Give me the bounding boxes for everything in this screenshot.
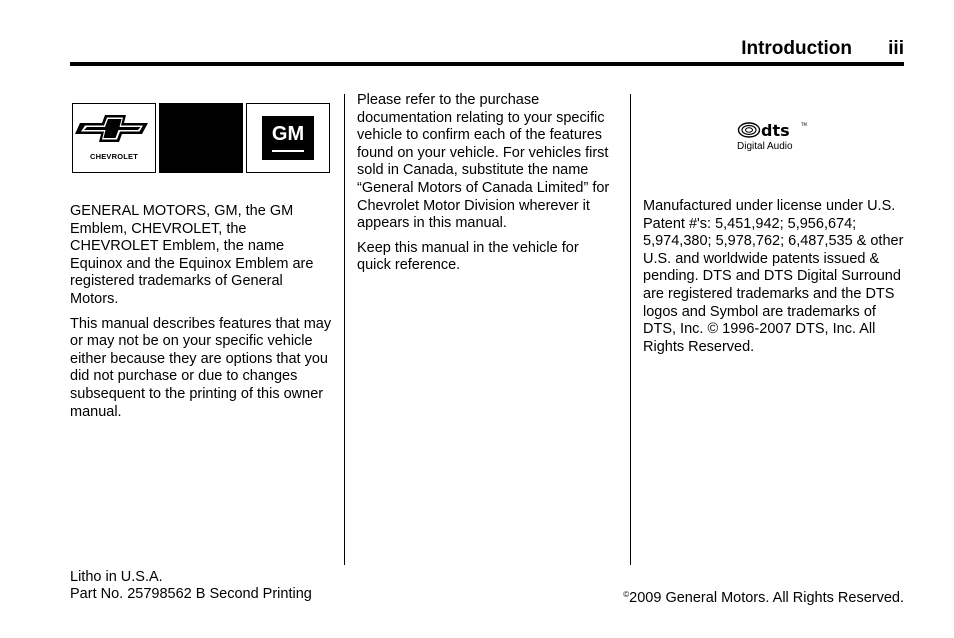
- page-number: iii: [888, 38, 904, 59]
- footer-left: [70, 569, 312, 603]
- chevrolet-logo: [72, 103, 156, 173]
- column-divider-right: [630, 94, 631, 565]
- trademark-paragraph: GENERAL MOTORS, GM, the GM Emblem, CHEVROLET, the CHEVROLET Emblem, the name Equinox and the Equinox Emblem are registered trademarks of General Motors.: [70, 203, 314, 307]
- gm-underline: [272, 150, 304, 152]
- gm-emblem-icon: [262, 116, 314, 160]
- section-title: Introduction: [741, 38, 852, 59]
- dts-digital-audio-label: Digital Audio: [737, 141, 793, 152]
- keep-manual-paragraph: Keep this manual in the vehicle for quick reference.: [357, 239, 579, 274]
- right-column: [643, 198, 905, 363]
- copyright-text: 2009 General Motors. All Rights Reserved.: [629, 590, 904, 606]
- gm-label: GM: [271, 123, 305, 145]
- dts-disc-icon: [737, 120, 817, 140]
- header-rule: [70, 62, 904, 66]
- footer-copyright: [623, 586, 904, 607]
- dts-trademark: TM: [801, 122, 807, 127]
- litho-text: Litho in U.S.A.: [70, 569, 163, 585]
- middle-column: [357, 92, 615, 282]
- part-number: Part No. 25798562 B Second Printing: [70, 586, 312, 602]
- brand-logos: [70, 103, 331, 175]
- dts-license-paragraph: Manufactured under license under U.S. Patent #'s: 5,451,942; 5,956,674; 5,974,380; 5,978,762; 6,487,535 & other U.S. and worldwide patents issued & pending. DTS and DTS Digital Surround are registered trademarks and the DTS logos and Symbol are trademarks of DTS, Inc. © 1996-2007 DTS, Inc. All Rights Reserved.: [643, 198, 904, 355]
- dts-wordmark: dts: [761, 121, 790, 140]
- column-divider-left: [344, 94, 345, 565]
- left-column: [70, 203, 332, 428]
- chevrolet-bowtie-icon: [72, 103, 156, 151]
- page-header: [70, 38, 904, 62]
- gm-logo: [246, 103, 330, 173]
- features-paragraph: This manual describes features that may or may not be on your specific vehicle either because they are options that you did not purchase or due to changes subsequent to the printing of this owner manual.: [70, 315, 332, 420]
- dts-logo: [737, 120, 817, 156]
- documentation-paragraph: Please refer to the purchase documentation relating to your specific vehicle to confirm each of the features found on your vehicle. For vehicles first sold in Canada, substitute the name “General Motors of Canada Limited” for Chevrolet Motor Division wherever it appears in this manual.: [357, 92, 610, 232]
- equinox-emblem: [159, 103, 243, 173]
- chevrolet-label: CHEVROLET: [89, 152, 139, 161]
- copyright-symbol: ©: [623, 590, 630, 599]
